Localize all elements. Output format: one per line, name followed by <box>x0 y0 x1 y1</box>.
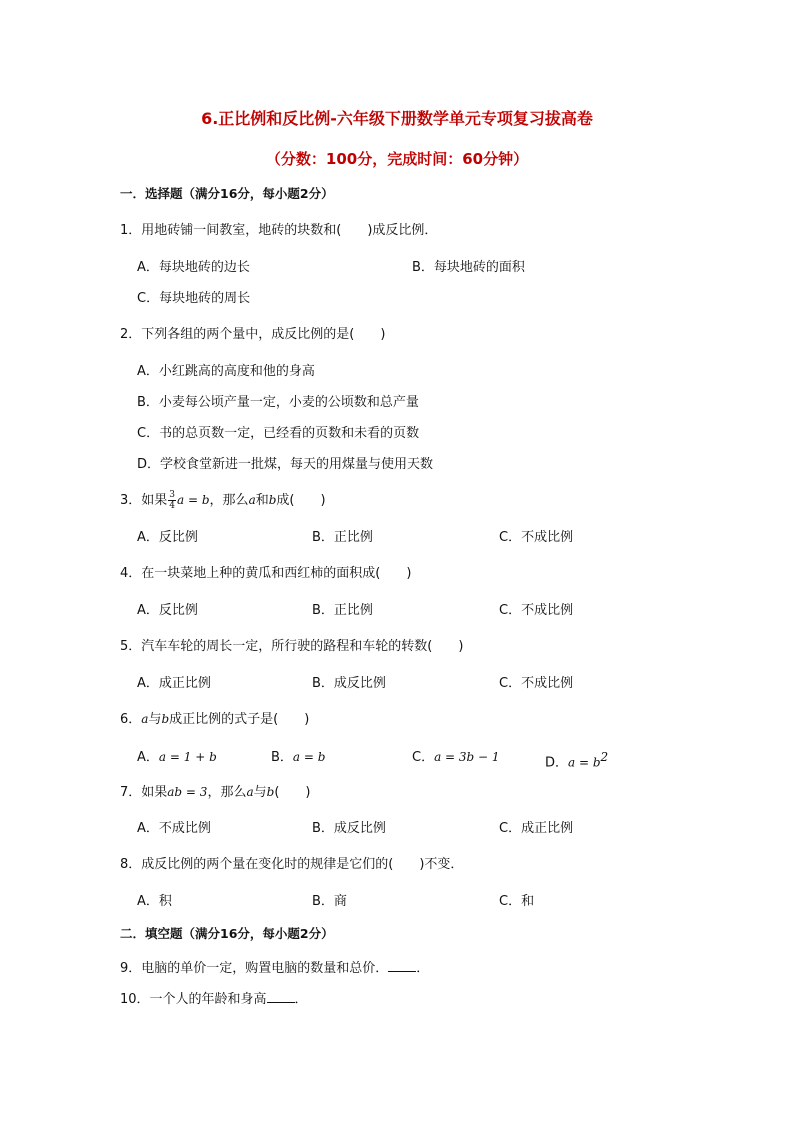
question-8-option-b: B．商 <box>312 894 347 909</box>
question-2-option-c: C．书的总页数一定，已经看的页数和未看的页数 <box>137 426 420 441</box>
option-expression: a = b <box>568 755 601 770</box>
section-heading-choice: 一．选择题（满分16分，每小题2分） <box>120 186 334 201</box>
question-4-stem: 4．在一块菜地上种的黄瓜和西红柿的面积成( ) <box>120 566 412 581</box>
question-9-end: ． <box>416 961 430 976</box>
question-3-option-b: B．正比例 <box>312 530 373 545</box>
option-expression: a = 3b − 1 <box>434 750 500 764</box>
question-6-option-d <box>545 747 608 773</box>
question-2-option-b: B．小麦每公顷产量一定，小麦的公顷数和总产量 <box>137 395 419 410</box>
option-label: B． <box>271 750 293 765</box>
variable-a: a <box>248 493 256 507</box>
question-6-stem <box>120 709 309 730</box>
question-7-stem-end: ( ) <box>274 785 311 800</box>
variable-a: a <box>246 785 254 799</box>
option-label: A． <box>137 750 159 765</box>
question-6-number: 6． <box>120 712 142 727</box>
fraction-numerator: 3 <box>169 490 176 500</box>
question-6-option-b <box>271 747 325 768</box>
question-7-stem <box>120 782 310 803</box>
answer-blank[interactable] <box>267 988 295 1003</box>
question-10-stem <box>120 988 308 1010</box>
question-8-stem: 8．成反比例的两个量在变化时的规律是它们的( )不变． <box>120 857 464 872</box>
question-10-end: ． <box>294 992 308 1007</box>
question-6-stem-end: 成正比例的式子是( ) <box>169 712 310 727</box>
question-7-stem-and: 与 <box>253 785 267 800</box>
variable-b: b <box>161 712 170 726</box>
section-heading-fill-in: 二．填空题（满分16分，每小题2分） <box>120 926 334 941</box>
question-3-option-a: A．反比例 <box>137 530 198 545</box>
option-label: C． <box>412 750 435 765</box>
question-10-text: 10．一个人的年龄和身高 <box>120 992 267 1007</box>
option-expression: a = 1 + b <box>158 750 217 764</box>
fraction-3-4 <box>168 490 176 511</box>
question-7-stem-mid: ，那么 <box>207 785 247 800</box>
question-2-option-d: D．学校食堂新进一批煤，每天的用煤量与使用天数 <box>137 457 434 472</box>
variable-a: a <box>141 712 149 726</box>
question-4-option-b: B．正比例 <box>312 603 373 618</box>
question-3-stem-end: 成( ) <box>276 493 326 508</box>
question-3-stem-start: 3．如果 <box>120 493 168 508</box>
variable-b: b <box>266 785 275 799</box>
fraction-denominator: 4 <box>169 501 176 511</box>
question-7-option-c: C．成正比例 <box>499 821 574 836</box>
question-1-stem: 1．用地砖铺一间教室，地砖的块数和( )成反比例． <box>120 223 438 238</box>
exponent: 2 <box>600 750 609 764</box>
question-6-stem-and: 与 <box>148 712 162 727</box>
question-9-stem <box>120 957 429 979</box>
question-7-stem-start: 7．如果 <box>120 785 168 800</box>
question-3-stem-mid: ，那么 <box>209 493 249 508</box>
page-title: 6.正比例和反比例-六年级下册数学单元专项复习拔高卷 <box>201 109 593 128</box>
question-9-text: 9．电脑的单价一定，购置电脑的数量和总价． <box>120 961 389 976</box>
question-4-option-a: A．反比例 <box>137 603 198 618</box>
question-5-stem: 5．汽车车轮的周长一定，所行驶的路程和车轮的转数( ) <box>120 639 464 654</box>
option-label: D． <box>545 755 569 771</box>
variable-b: b <box>268 493 277 507</box>
question-2-option-a: A．小红跳高的高度和他的身高 <box>137 364 315 379</box>
question-8-option-a: A．积 <box>137 894 172 909</box>
question-1-option-b: B．每块地砖的面积 <box>412 260 525 275</box>
question-5-option-b: B．成反比例 <box>312 676 386 691</box>
question-2-stem: 2．下列各组的两个量中，成反比例的是( ) <box>120 327 386 342</box>
answer-blank[interactable] <box>388 957 416 972</box>
page-subtitle: （分数：100分，完成时间：60分钟） <box>265 150 529 168</box>
question-7-equation: ab = 3 <box>167 785 208 799</box>
question-4-option-c: C．不成比例 <box>499 603 574 618</box>
question-5-option-a: A．成正比例 <box>137 676 211 691</box>
question-7-option-a: A．不成比例 <box>137 821 211 836</box>
question-6-option-c <box>412 747 500 768</box>
question-1-option-a: A．每块地砖的边长 <box>137 260 250 275</box>
question-6-option-a <box>137 747 217 768</box>
question-3-option-c: C．不成比例 <box>499 530 574 545</box>
question-8-option-c: C．和 <box>499 894 535 909</box>
question-3-stem-and: 和 <box>255 493 269 508</box>
question-7-option-b: B．成反比例 <box>312 821 386 836</box>
option-expression: a = b <box>292 750 326 764</box>
question-5-option-c: C．不成比例 <box>499 676 574 691</box>
question-3-stem <box>120 490 326 511</box>
question-1-option-c: C．每块地砖的周长 <box>137 291 251 306</box>
question-3-equation: a = b <box>177 493 210 507</box>
